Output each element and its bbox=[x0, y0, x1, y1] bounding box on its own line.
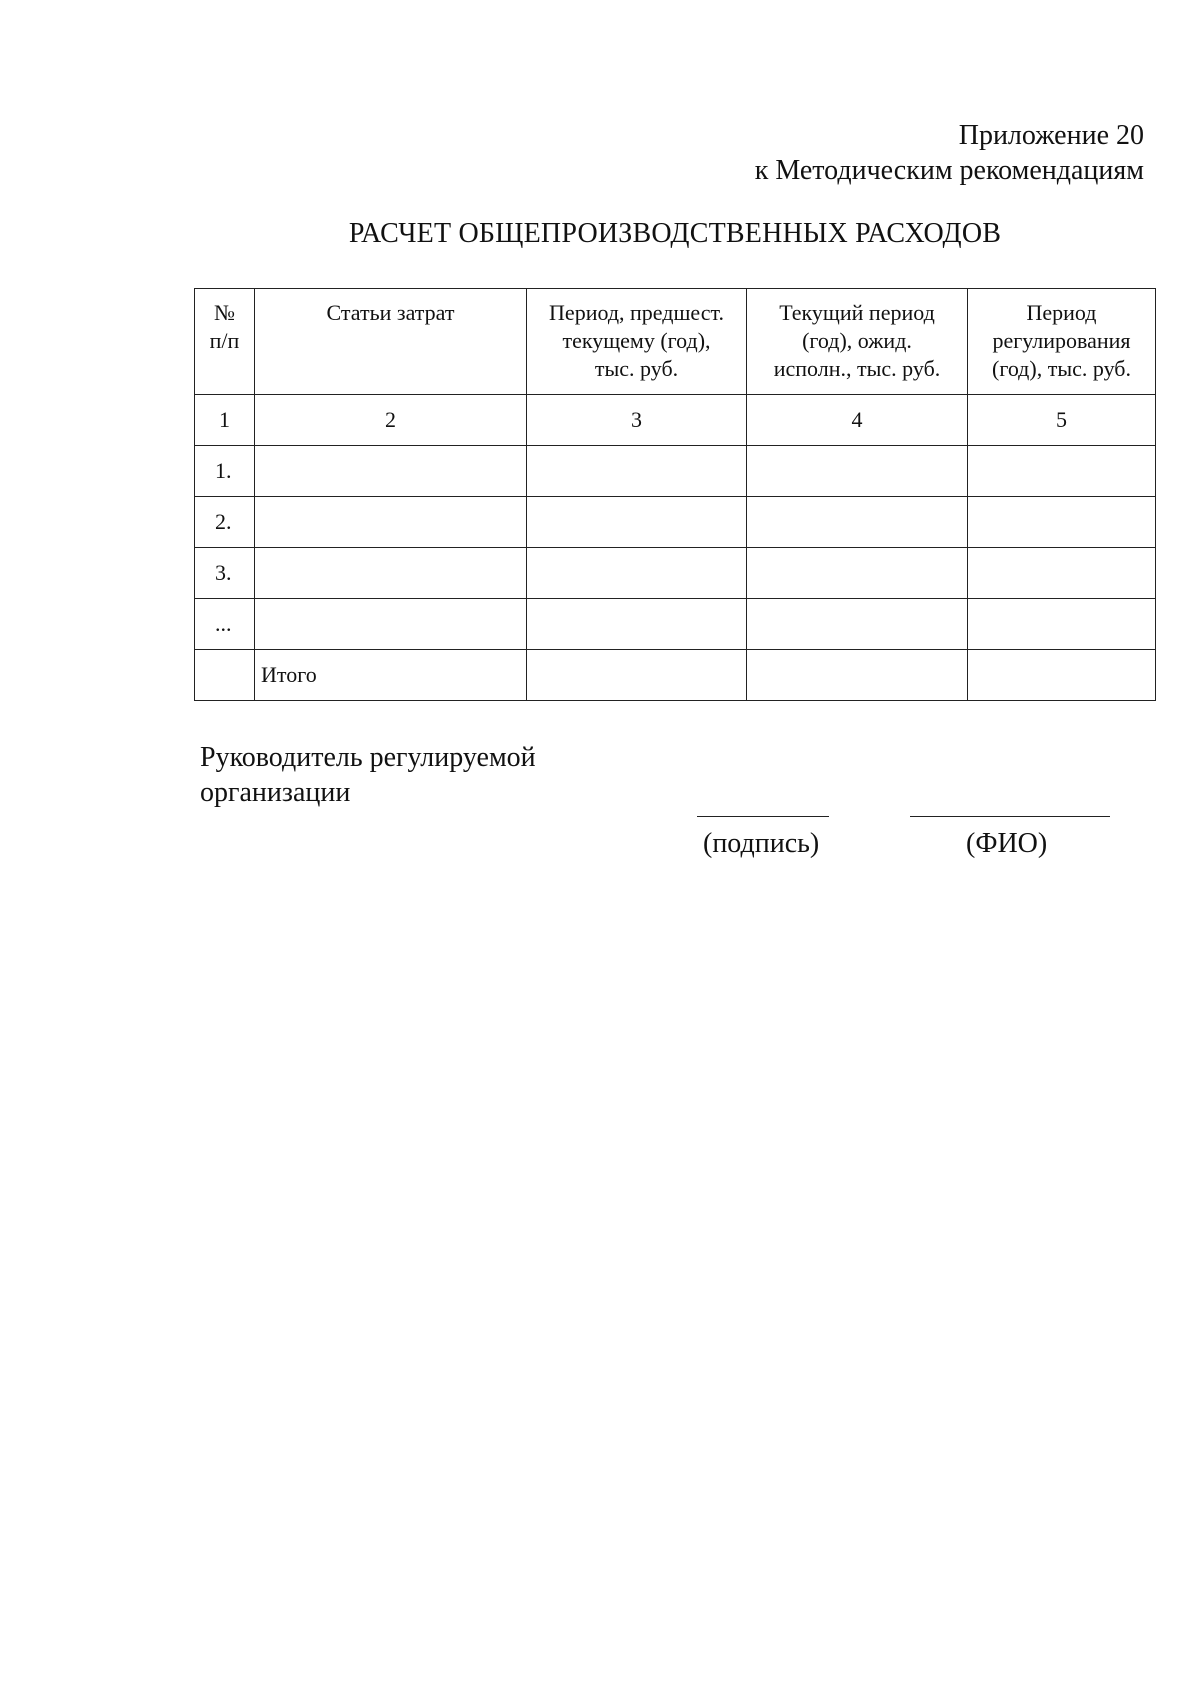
row-number: 2. bbox=[195, 497, 255, 548]
table-row bbox=[195, 446, 1156, 497]
column-number-row bbox=[195, 395, 1156, 446]
cost-item-cell bbox=[255, 446, 527, 497]
appendix-number: Приложение 20 bbox=[958, 120, 1144, 151]
previous-period-cell bbox=[527, 446, 747, 497]
current-period-cell bbox=[747, 497, 968, 548]
appendix-note bbox=[755, 118, 1144, 188]
expenses-table bbox=[194, 288, 1156, 701]
previous-period-cell bbox=[527, 497, 747, 548]
row-number: 3. bbox=[195, 548, 255, 599]
full-name-caption: (ФИО) bbox=[966, 828, 1048, 859]
total-row bbox=[195, 650, 1156, 701]
header-row-number: № п/п bbox=[195, 289, 255, 395]
column-number: 2 bbox=[255, 395, 527, 446]
header-cost-items: Статьи затрат bbox=[255, 289, 527, 395]
table-row bbox=[195, 599, 1156, 650]
regulation-period-cell bbox=[968, 497, 1156, 548]
cost-item-cell bbox=[255, 599, 527, 650]
cost-item-cell bbox=[255, 548, 527, 599]
total-label: Итого bbox=[255, 650, 527, 701]
table-row bbox=[195, 497, 1156, 548]
table-row bbox=[195, 548, 1156, 599]
previous-period-cell bbox=[527, 599, 747, 650]
header-previous-period: Период, предшест. текущему (год), тыс. руб. bbox=[527, 289, 747, 395]
signature-caption: (подпись) bbox=[703, 828, 820, 859]
column-number: 1 bbox=[195, 395, 255, 446]
signatory-title bbox=[200, 740, 536, 810]
document-title: РАСЧЕТ ОБЩЕПРОИЗВОДСТВЕННЫХ РАСХОДОВ bbox=[348, 218, 1002, 249]
column-number: 4 bbox=[747, 395, 968, 446]
signature-line bbox=[697, 816, 829, 817]
signatory-title-line: организации bbox=[200, 777, 351, 808]
column-number: 5 bbox=[968, 395, 1156, 446]
appendix-reference: к Методическим рекомендациям bbox=[754, 155, 1144, 186]
current-period-cell bbox=[747, 599, 968, 650]
previous-period-cell bbox=[527, 548, 747, 599]
regulation-period-cell bbox=[968, 548, 1156, 599]
previous-period-cell bbox=[527, 650, 747, 701]
current-period-cell bbox=[747, 650, 968, 701]
full-name-line bbox=[910, 816, 1110, 817]
row-number: ... bbox=[195, 599, 255, 650]
regulation-period-cell bbox=[968, 446, 1156, 497]
column-number: 3 bbox=[527, 395, 747, 446]
current-period-cell bbox=[747, 548, 968, 599]
table-header-row bbox=[195, 289, 1156, 395]
regulation-period-cell bbox=[968, 650, 1156, 701]
current-period-cell bbox=[747, 446, 968, 497]
header-regulation-period: Период регулирования (год), тыс. руб. bbox=[968, 289, 1156, 395]
row-number bbox=[195, 650, 255, 701]
cost-item-cell bbox=[255, 497, 527, 548]
signatory-title-line: Руководитель регулируемой bbox=[200, 742, 536, 773]
header-current-period: Текущий период (год), ожид. исполн., тыс. руб. bbox=[747, 289, 968, 395]
regulation-period-cell bbox=[968, 599, 1156, 650]
row-number: 1. bbox=[195, 446, 255, 497]
